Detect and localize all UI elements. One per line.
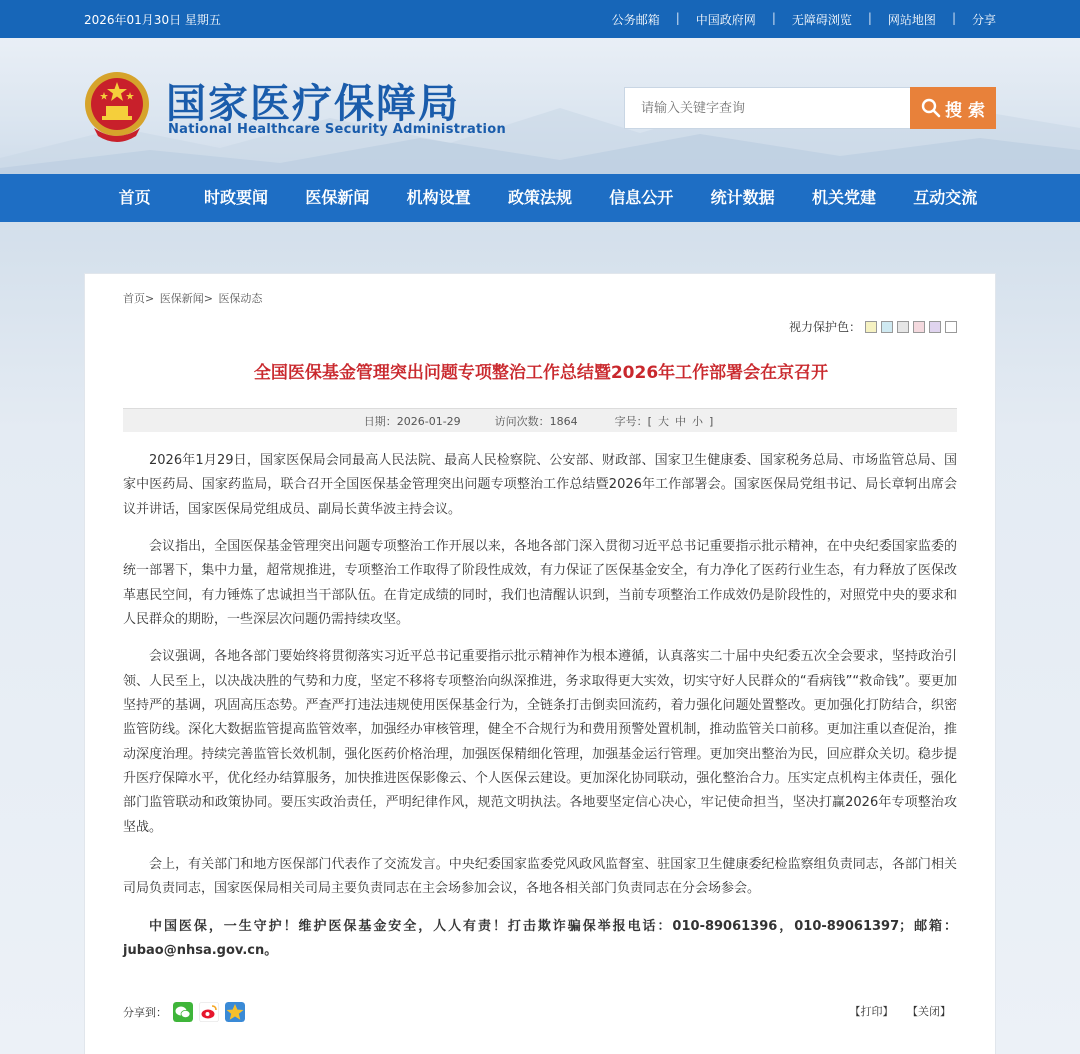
share-label: 分享到： (123, 1006, 167, 1019)
nav-interaction[interactable]: 互动交流 (913, 188, 978, 207)
eye-protection-bar (789, 318, 957, 335)
nav-policy[interactable]: 政策法规 (507, 188, 572, 207)
nav-disclosure[interactable]: 信息公开 (609, 188, 674, 207)
article-paragraph: 会议指出，全国医保基金管理突出问题专项整治工作开展以来，各地各部门深入贯彻习近平总书记重要指示批示精神，在中央纪委国家监委的统一部署下，集中力量，超常规推进，专项整治工作取得了阶段性成效，有力保证了医保基金安全，有力净化了医药行业生态，有力释放了医保改革惠民空间，有力锤炼了忠诚担当干部队伍。在肯定成绩的同时，我们也清醒认识到，当前专项整治工作成效仍是阶段性的，对照党中央的要求和人民群众的期盼，一些深层次问题仍需持续攻坚。 (123, 539, 957, 627)
nav-politics-news[interactable]: 时政要闻 (203, 188, 268, 207)
national-emblem-icon (82, 70, 152, 144)
link-accessibility[interactable]: 无障碍浏览 (791, 13, 852, 27)
color-swatch-gray[interactable] (897, 321, 909, 333)
article-paragraph: 会上，有关部门和地方医保部门代表作了交流发言。中央纪委国家监委党风政风监督室、驻国家卫生健康委纪检监察组负责同志，各部门相关司局负责同志，国家医保局相关司局主要负责同志在主会场参加会议，各地各相关部门负责同志在分会场参会。 (123, 857, 957, 897)
link-mailbox[interactable]: 公务邮箱 (611, 13, 660, 27)
article-paragraph: 会议强调，各地各部门要始终将贯彻落实习近平总书记重要指示批示精神作为根本遵循，认真落实二十届中央纪委五次全会要求，坚持政治引领、人民至上，以决战决胜的气势和力度，坚定不移将专项整治向纵深推进，务求取得更大实效，切实守好人民群众的“看病钱”“救命钱”。要更加坚持严的基调，巩固高压态势。严查严打违法违规使用医保基金行为，全链条打击倒卖回流药，着力强化问题处置整改。更加强化打防结合，织密监管防线。深化大数据监管提高监管效率，加强经办审核管理，健全不合规行为和费用预警处置机制，推动监管关口前移。更加注重以查促治，推动深度治理。持续完善监管长效机制，强化医药价格治理，加强医保精细化管理，加强基金运行管理。更加突出整治为民，回应群众关切。稳步提升医疗保障水平，优化经办结算服务，加快推进医保影像云、个人医保云建设。更加深化协同联动，强化整治合力。压实定点机构主体责任，强化部门监管联动和政策协同。要压实政治责任，严明纪律作风，规范文明执法。各地要坚定信心决心，牢记使命担当，坚决打赢2026年专项整治攻坚战。 (123, 649, 957, 835)
separator: | (675, 11, 680, 25)
nav-healthcare-news[interactable]: 医保新闻 (305, 188, 370, 207)
separator: | (867, 11, 872, 25)
separator: | (771, 11, 776, 25)
article-date: 日期：2026-01-29 (363, 414, 461, 428)
article-panel (84, 273, 996, 1054)
color-swatch-blue[interactable] (881, 321, 893, 333)
color-swatch-pink[interactable] (913, 321, 925, 333)
print-button[interactable]: 【打印】 (849, 1005, 894, 1018)
article-paragraph: 2026年1月29日，国家医保局会同最高人民法院、最高人民检察院、公安部、财政部、国家卫生健康委、国家税务总局、市场监管总局、国家中医药局、国家药监局，联合召开全国医保基金管理突出问题专项整治工作总结暨2026年工作部署会。国家医保局党组书记、局长章轲出席会议并讲话，国家医保局党组成员、副局长黄华波主持会议。 (123, 453, 957, 517)
qzone-icon[interactable] (225, 1002, 245, 1022)
nav-statistics[interactable]: 统计数据 (710, 188, 775, 207)
nav-home[interactable]: 首页 (118, 188, 151, 207)
wechat-icon[interactable] (173, 1002, 193, 1022)
article-visits: 访问次数：1864 (494, 414, 578, 428)
article-title: 全国医保基金管理突出问题专项整治工作总结暨2026年工作部署会在京召开 (253, 363, 829, 383)
color-swatch-yellow[interactable] (865, 321, 877, 333)
nav-organization[interactable]: 机构设置 (406, 188, 471, 207)
article-meta (123, 408, 957, 432)
site-title-cn[interactable]: 国家医疗保障局 (166, 80, 460, 127)
font-size-small[interactable]: 小 (691, 414, 703, 428)
site-header (0, 38, 1080, 174)
site-title-en: National Healthcare Security Administration (168, 122, 507, 137)
link-sitemap[interactable]: 网站地图 (887, 13, 936, 27)
search-icon (921, 98, 941, 118)
article-actions (840, 1003, 952, 1019)
search-button-label: 搜 索 (945, 100, 985, 121)
breadcrumb-home[interactable]: 首页> (123, 292, 155, 305)
top-links (612, 11, 996, 28)
font-size-medium[interactable]: 中 (674, 414, 686, 428)
search-button[interactable] (910, 87, 996, 129)
breadcrumb (123, 290, 264, 306)
search-input[interactable] (624, 87, 912, 129)
font-size-large[interactable]: 大 (657, 414, 669, 428)
article-body (123, 449, 957, 977)
main-nav (0, 174, 1080, 222)
share-bar (123, 1002, 245, 1022)
link-gov-cn[interactable]: 中国政府网 (695, 13, 756, 27)
separator: | (951, 11, 956, 25)
font-size-control: 字号：[ 大 中 小 ] (614, 414, 714, 428)
breadcrumb-dynamics[interactable]: 医保动态 (218, 292, 263, 305)
eye-protection-label: 视力保护色： (788, 320, 861, 334)
breadcrumb-news[interactable]: 医保新闻> (159, 292, 213, 305)
weibo-icon[interactable] (199, 1002, 219, 1022)
color-swatch-purple[interactable] (929, 321, 941, 333)
nav-party-building[interactable]: 机关党建 (811, 188, 876, 207)
close-button[interactable]: 【关闭】 (907, 1005, 951, 1018)
link-share[interactable]: 分享 (971, 13, 996, 27)
current-date: 2026年01月30日 星期五 (84, 13, 221, 27)
color-swatch-white[interactable] (945, 321, 957, 333)
report-hotline: 中国医保，一生守护！维护医保基金安全，人人有责！打击欺诈骗保举报电话：010-89061396，010-89061397；邮箱：jubao@nhsa.gov.cn。 (123, 918, 957, 959)
top-bar (0, 0, 1080, 38)
